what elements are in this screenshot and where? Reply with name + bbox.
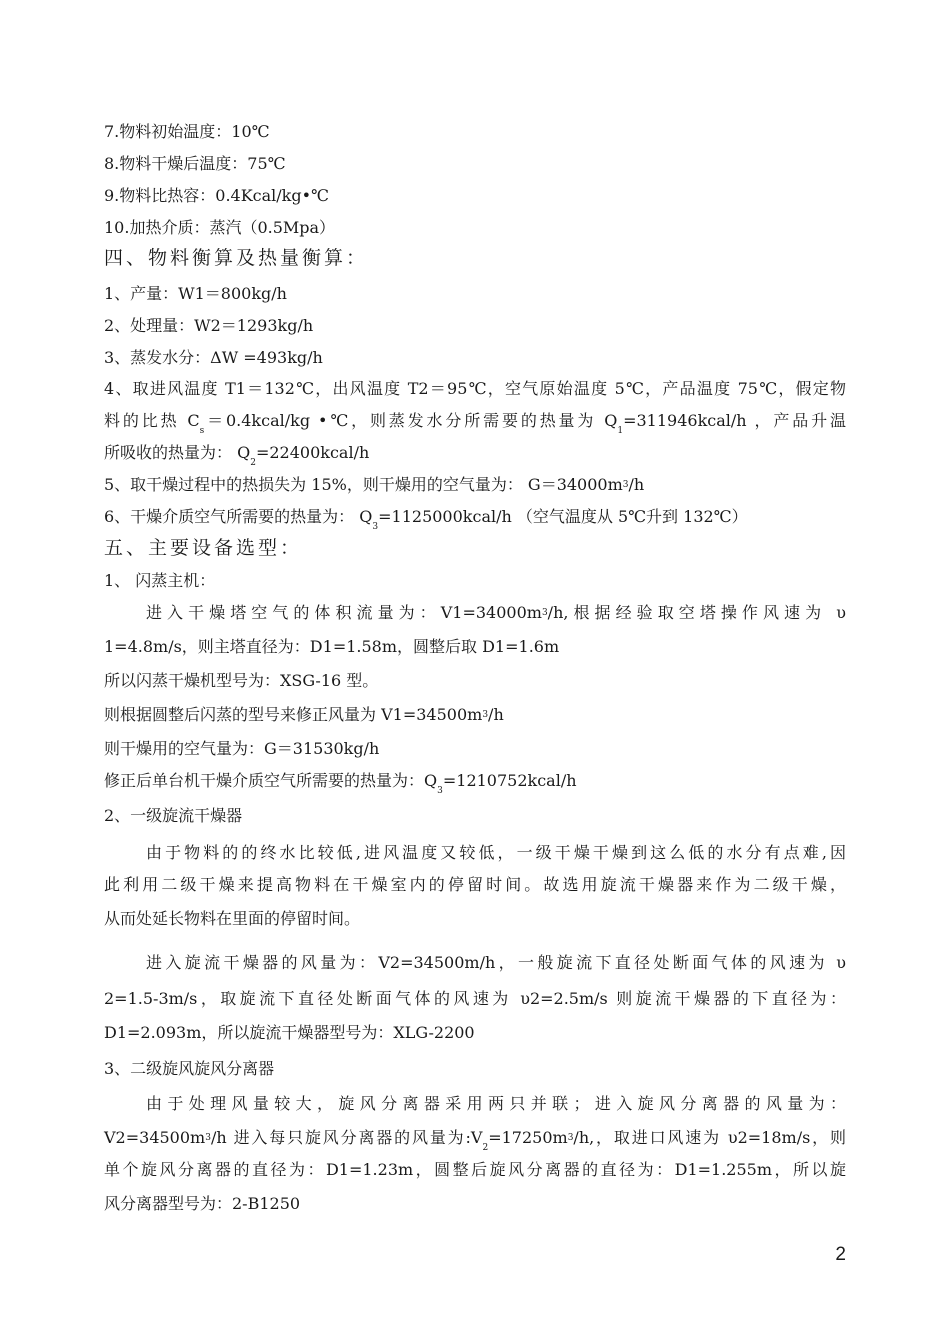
text-run: 2、处理量：W2＝1293kg/h: [104, 316, 314, 335]
text-run: =17250m: [488, 1128, 568, 1147]
text-run: 1=4.8m/s，则主塔直径为：D1=1.58m，圆整后取 D1=1.6m: [104, 637, 560, 656]
text-line-1: [104, 122, 846, 142]
text-run: 8.物料干燥后温度：75℃: [104, 154, 286, 173]
subscript: 2: [250, 458, 256, 468]
text-run: V2=34500m: [104, 1128, 206, 1147]
text-line-11: [104, 443, 846, 468]
subscript: 1: [617, 426, 624, 436]
text-run: /h,，取进口风速为 υ2=18m/s，则: [573, 1128, 846, 1147]
text-run: 则根据圆整后闪蒸的型号来修正风量为 V1=34500m: [104, 705, 483, 724]
text-line-17: [104, 637, 846, 657]
text-run: =1210752kcal/h: [442, 771, 577, 790]
text-line-25: [104, 909, 846, 929]
text-run: 由于物料的的终水比较低,进风温度又较低，一级干燥干燥到这么低的水分有点难,因: [146, 843, 846, 862]
text-run: 2=1.5-3m/s，取旋流下直径处断面气体的风速为 υ2=2.5m/s 则旋流干燥器的下直径为：: [104, 989, 846, 1008]
text-line-6: [104, 284, 846, 304]
text-line-12: [104, 475, 846, 495]
text-run: 7.物料初始温度：10℃: [104, 122, 270, 141]
text-line-26: [146, 953, 846, 973]
text-run: =22400kcal/h: [255, 443, 370, 462]
text-run: 由于处理风量较大，旋风分离器采用两只并联；进入旋风分离器的风量为：: [146, 1094, 846, 1113]
text-run: /h,根据经验取空塔操作风速为 υ: [547, 603, 846, 622]
text-run: 四、物料衡算及热量衡算：: [104, 247, 369, 269]
text-line-28: [104, 1023, 846, 1043]
text-line-4: [104, 218, 846, 238]
text-run: 五、主要设备选型：: [104, 537, 303, 559]
text-line-20: [104, 739, 846, 759]
text-line-15: [104, 571, 846, 591]
page-number: 2: [835, 1244, 846, 1265]
superscript: 3: [205, 1133, 211, 1143]
text-run: 6、干燥介质空气所需要的热量为： Q: [104, 507, 373, 526]
text-run: 9.物料比热容：0.4Kcal/kg•℃: [104, 186, 329, 205]
text-run: /h: [628, 475, 645, 494]
superscript: 3: [567, 1133, 574, 1143]
text-run: 所以闪蒸干燥机型号为：XSG-16 型。: [104, 671, 379, 690]
text-line-19: [104, 705, 846, 725]
text-line-29: [104, 1059, 846, 1079]
text-line-14: [104, 536, 846, 560]
text-run: 则干燥用的空气量为：G＝31530kg/h: [104, 739, 380, 758]
superscript: 3: [482, 710, 489, 720]
text-line-18: [104, 671, 846, 691]
text-run: 2、一级旋流干燥器: [104, 806, 243, 825]
text-run: 所吸收的热量为： Q: [104, 443, 251, 462]
text-run: D1=2.093m，所以旋流干燥器型号为：XLG-2200: [104, 1023, 475, 1042]
text-run: /h: [488, 705, 504, 724]
text-line-21: [104, 771, 846, 796]
text-line-16: [146, 603, 846, 623]
text-line-31: [104, 1128, 846, 1153]
superscript: 3: [541, 608, 548, 618]
text-run: =1125000kcal/h （空气温度从 5℃升到 132℃）: [378, 507, 748, 526]
text-line-13: [104, 507, 846, 532]
text-run: 3、蒸发水分：ΔW =493kg/h: [104, 348, 323, 367]
text-line-10: [104, 411, 846, 436]
text-line-8: [104, 348, 846, 368]
text-line-3: [104, 186, 846, 206]
text-run: 1、 闪蒸主机：: [104, 571, 216, 590]
text-line-5: [104, 246, 846, 270]
text-run: 1、产量：W1＝800kg/h: [104, 284, 287, 303]
text-run: ＝0.4kcal/kg •℃，则蒸发水分所需要的热量为 Q: [204, 411, 618, 430]
subscript: 3: [437, 786, 443, 796]
text-line-23: [146, 843, 846, 863]
text-run: =311946kcal/h ，产品升温: [623, 411, 846, 430]
text-run: 料的比热 C: [104, 411, 200, 430]
text-run: 单个旋风分离器的直径为：D1=1.23m，圆整后旋风分离器的直径为：D1=1.255m，所以旋: [104, 1160, 846, 1179]
text-run: 进入干燥塔空气的体积流量为：V1=34000m: [146, 603, 542, 622]
text-run: 此利用二级干燥来提高物料在干燥室内的停留时间。故选用旋流干燥器来作为二级干燥，: [104, 875, 846, 894]
subscript: 3: [372, 522, 379, 532]
text-line-2: [104, 154, 846, 174]
text-run: 10.加热介质：蒸汽（0.5Mpa）: [104, 218, 336, 237]
text-run: 进入旋流干燥器的风量为：V2=34500m/h，一般旋流下直径处断面气体的风速为 υ: [146, 953, 846, 972]
text-run: /h 进入每只旋风分离器的风量为:V: [210, 1128, 483, 1147]
text-line-7: [104, 316, 846, 336]
text-run: 5、取干燥过程中的热损失为 15%，则干燥用的空气量为： G＝34000m: [104, 475, 623, 494]
text-line-32: [104, 1160, 846, 1180]
text-run: 修正后单台机干燥介质空气所需要的热量为：Q: [104, 771, 438, 790]
text-line-24: [104, 875, 846, 895]
text-run: 从而处延长物料在里面的停留时间。: [104, 909, 361, 928]
text-line-30: [146, 1094, 846, 1114]
subscript: s: [199, 426, 205, 436]
text-line-9: [104, 379, 846, 399]
superscript: 3: [622, 480, 629, 490]
text-line-27: [104, 989, 846, 1009]
text-line-33: [104, 1194, 846, 1214]
text-run: 4、取进风温度 T1＝132℃，出风温度 T2＝95℃，空气原始温度 5℃，产品温度 75℃，假定物: [104, 379, 846, 398]
text-run: 风分离器型号为：2-B1250: [104, 1194, 301, 1213]
text-run: 3、二级旋风旋风分离器: [104, 1059, 275, 1078]
text-line-22: [104, 806, 846, 826]
subscript: 2: [482, 1143, 489, 1153]
